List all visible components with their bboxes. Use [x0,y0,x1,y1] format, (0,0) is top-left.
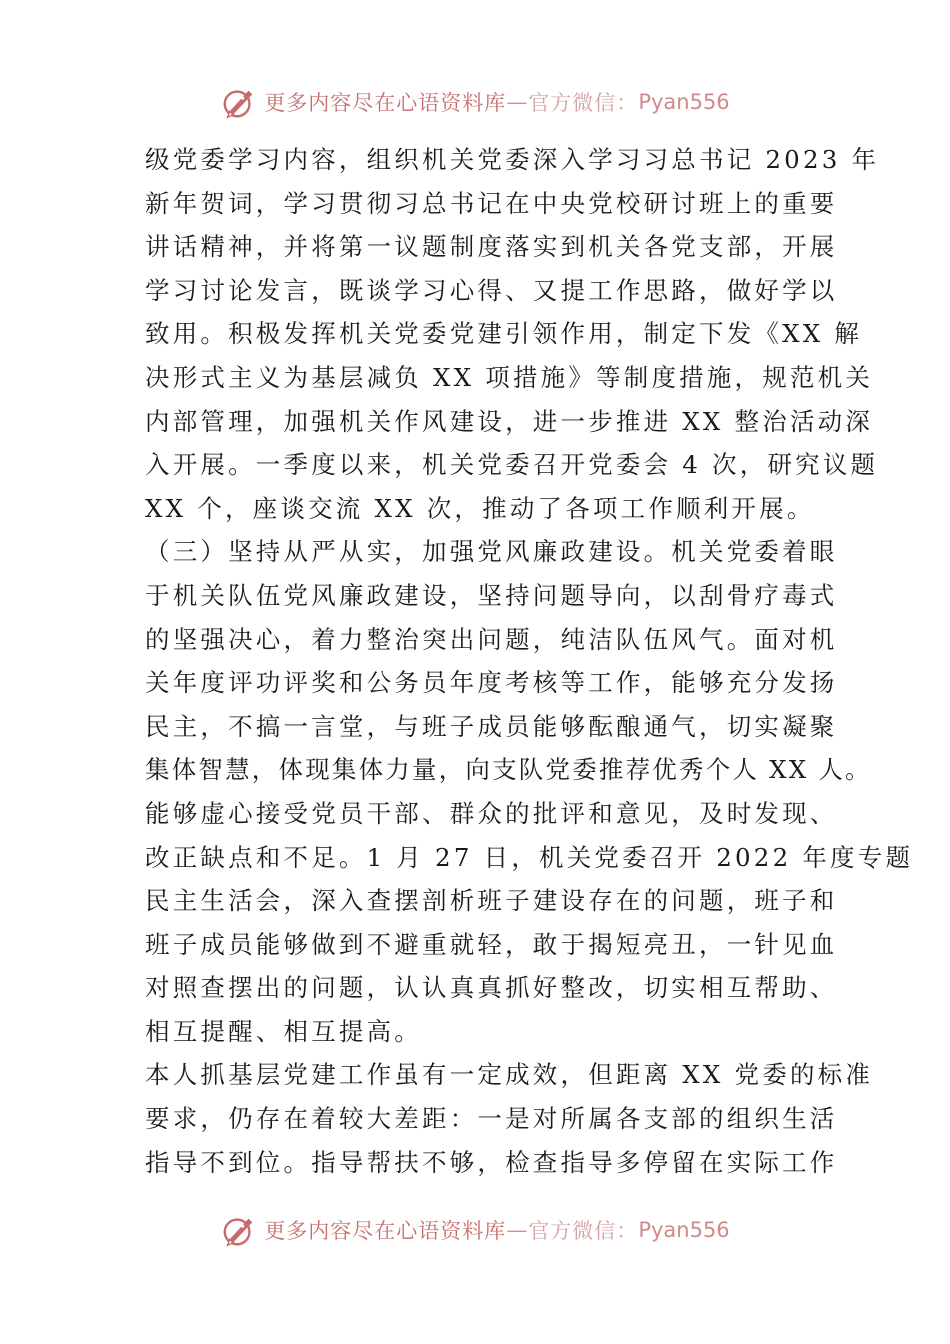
body-line-16: 能够虚心接受党员干部、群众的批评和意见，及时发现、 [145,798,838,828]
pen-logo-icon [220,1211,258,1249]
header-watermark-banner [0,80,950,124]
banner-wechat-label: 官方微信： [528,1219,639,1243]
body-line-22: 本人抓基层党建工作虽有一定成效，但距离 XX 党委的标准 [145,1060,874,1090]
body-line-5: 致用。积极发挥机关党委党建引领作用，制定下发《XX 解 [145,319,863,349]
body-line-13: 关年度评功评奖和公务员年度考核等工作，能够充分发扬 [145,668,838,698]
body-line-24: 指导不到位。指导帮扶不够，检查指导多停留在实际工作 [145,1147,838,1177]
banner-wechat-id: Pyan556 [638,1218,730,1242]
banner-brand-text: 更多内容尽在心语资料库 [264,91,507,115]
footer-watermark-banner [0,1208,950,1252]
body-line-12: 的坚强决心，着力整治突出问题，纯洁队伍风气。面对机 [145,624,838,654]
body-line-1: 级党委学习内容，组织机关党委深入学习习总书记 2023 年 [145,145,880,174]
pen-logo-icon [220,83,258,121]
body-line-9: XX 个，座谈交流 XX 次，推动了各项工作顺利开展。 [145,493,815,523]
body-line-11: 于机关队伍党风廉政建设，坚持问题导向，以刮骨疗毒式 [145,580,838,610]
body-line-15: 集体智慧，体现集体力量，向支队党委推荐优秀个人 XX 人。 [145,755,872,785]
body-line-7: 内部管理，加强机关作风建设，进一步推进 XX 整治活动深 [145,406,874,436]
body-line-18: 民主生活会，深入查摆剖析班子建设存在的问题，班子和 [145,886,838,916]
body-line-8: 入开展。一季度以来，机关党委召开党委会 4 次，研究议题 [145,450,879,480]
banner-separator: — [506,1218,529,1242]
banner-wechat-label: 官方微信： [528,91,639,115]
body-line-10: （三）坚持从严从实，加强党风廉政建设。机关党委着眼 [145,537,838,567]
body-line-4: 学习讨论发言，既谈学习心得、又提工作思路，做好学以 [145,275,838,305]
body-line-6: 决形式主义为基层减负 XX 项措施》等制度措施，规范机关 [145,362,874,392]
body-line-20: 对照查摆出的问题，认认真真抓好整改，切实相互帮助、 [145,973,838,1003]
body-line-17: 改正缺点和不足。1 月 27 日，机关党委召开 2022 年度专题 [145,842,914,872]
body-line-3: 讲话精神，并将第一议题制度落实到机关各党支部，开展 [145,232,838,262]
body-line-14: 民主，不搞一言堂，与班子成员能够酝酿通气，切实凝聚 [145,711,838,741]
banner-wechat-id: Pyan556 [638,90,730,114]
body-line-19: 班子成员能够做到不避重就轻，敢于揭短亮丑，一针见血 [145,929,838,959]
banner-separator: — [506,90,529,114]
document-body [145,138,914,1184]
body-line-2: 新年贺词，学习贯彻习总书记在中央党校研讨班上的重要 [145,188,838,218]
body-line-23: 要求，仍存在着较大差距：一是对所属各支部的组织生活 [145,1104,838,1134]
banner-brand-text: 更多内容尽在心语资料库 [264,1219,507,1243]
body-line-21: 相互提醒、相互提高。 [145,1016,422,1046]
